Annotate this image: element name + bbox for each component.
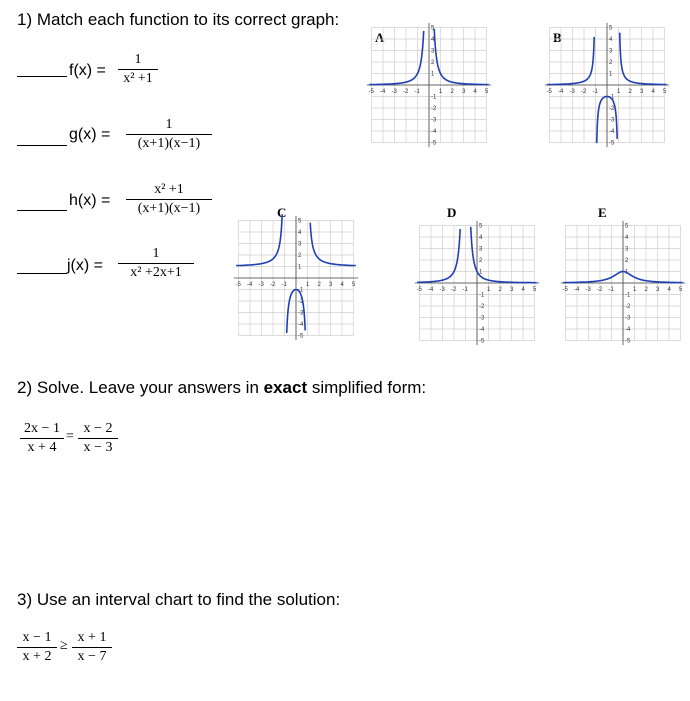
x-tick-label: -2 [597,287,603,293]
x-tick-label: 4 [473,89,477,95]
y-tick-label: 3 [298,241,302,248]
y-tick-label: -3 [609,117,615,124]
x-tick-label: -4 [380,89,386,95]
y-tick-label: -4 [431,129,437,135]
function-fraction-f [118,52,158,87]
denominator: x − 7 [77,649,107,664]
x-tick-label: 1 [306,282,310,288]
y-tick-label: 1 [609,71,613,78]
y-tick-label: -5 [431,140,437,147]
x-tick-label: 1 [633,287,637,293]
graph-e [560,218,686,348]
fraction-bar [78,438,118,439]
x-tick-label: 1 [487,287,491,293]
q3-relation: ≥ [60,638,68,653]
y-tick-label: -5 [298,333,304,340]
y-tick-label: -3 [479,315,485,322]
y-tick-label: -2 [609,106,615,112]
y-tick-label: 1 [625,269,629,276]
x-tick-label: 2 [628,89,632,95]
x-tick-label: 3 [656,287,660,293]
y-tick-label: 2 [479,258,483,264]
x-tick-label: 2 [450,89,454,95]
denominator: x² +1 [123,71,153,86]
x-tick-label: 3 [640,89,644,95]
numerator: x − 2 [83,421,113,436]
fraction-bar [118,263,194,264]
y-tick-label: -2 [431,106,437,112]
y-tick-label: -2 [625,304,631,310]
x-tick-label: -5 [416,287,422,293]
x-tick-label: -5 [546,89,552,95]
y-tick-label: -3 [298,310,304,317]
x-tick-label: -5 [235,282,241,288]
x-tick-label: 5 [679,287,683,293]
question-2-title-bold: exact [263,378,308,397]
y-tick-label: -1 [479,292,485,299]
x-tick-label: -2 [270,282,276,288]
y-tick-label: 2 [625,258,629,264]
y-tick-label: -4 [625,327,631,333]
x-tick-label: -1 [462,287,468,293]
question-3-title: 3) Use an interval chart to find the solution: [17,590,341,609]
y-tick-label: 2 [431,60,435,66]
x-tick-label: 3 [462,89,466,95]
question-1-title: 1) Match each function to its correct graph: [17,10,340,29]
x-tick-label: -2 [581,89,587,95]
function-label-g: g(x) = [69,126,111,143]
denominator: x² +2x+1 [130,265,182,280]
x-tick-label: -5 [562,287,568,293]
numerator: x − 1 [22,630,52,645]
q2-right-fraction [78,421,118,456]
x-tick-label: -4 [558,89,564,95]
graph-d [414,218,540,348]
function-label-h: h(x) = [69,192,111,209]
function-fraction-j [118,246,194,281]
q3-left-fraction [17,630,57,665]
x-tick-label: 4 [340,282,344,288]
y-tick-label: 3 [431,48,435,55]
y-tick-label: 4 [625,235,629,241]
y-tick-label: -2 [298,299,304,305]
answer-blank-f[interactable] [17,76,67,77]
y-tick-label: -3 [625,315,631,322]
answer-blank-h[interactable] [17,210,67,211]
fraction-bar [126,134,212,135]
q2-left-fraction [20,421,64,456]
x-tick-label: -4 [428,287,434,293]
y-tick-label: -1 [298,287,304,294]
x-tick-label: 5 [352,282,356,288]
x-tick-label: -3 [258,282,264,288]
x-tick-label: 1 [617,89,621,95]
x-tick-label: 1 [439,89,443,95]
y-tick-label: 5 [479,223,483,230]
denominator: x − 3 [83,440,113,455]
y-tick-label: -1 [625,292,631,299]
x-tick-label: -2 [451,287,457,293]
function-fraction-h [126,182,212,217]
numerator: x² +1 [154,182,184,197]
graph-label-e: E [598,205,607,220]
y-tick-label: -1 [609,94,615,101]
x-tick-label: 3 [329,282,333,288]
question-2-title-pre: 2) Solve. Leave your answers in [17,378,264,397]
y-tick-label: 5 [431,25,435,32]
y-tick-label: -5 [479,338,485,345]
denominator: x + 4 [27,440,57,455]
y-tick-label: 2 [298,253,302,259]
x-tick-label: -4 [247,282,253,288]
y-tick-label: -5 [609,140,615,147]
y-tick-label: 1 [298,264,302,271]
graph-a [366,20,492,150]
numerator: 1 [165,117,173,132]
y-tick-label: 1 [431,71,435,78]
x-tick-label: -5 [368,89,374,95]
y-tick-label: 3 [625,246,629,253]
x-tick-label: 5 [533,287,537,293]
denominator: (x+1)(x−1) [137,136,201,151]
q3-right-fraction [72,630,112,665]
fraction-bar [118,69,158,70]
answer-blank-j[interactable] [17,273,67,274]
y-tick-label: 3 [609,48,613,55]
y-tick-label: -1 [431,94,437,101]
denominator: (x+1)(x−1) [137,201,201,216]
y-tick-label: 5 [298,218,302,225]
graph-b [544,20,670,150]
y-tick-label: 2 [609,60,613,66]
x-tick-label: 2 [317,282,321,288]
y-tick-label: 4 [431,37,435,43]
q2-relation: = [66,429,74,444]
y-tick-label: 4 [609,37,613,43]
x-tick-label: -2 [403,89,409,95]
graph-label-b: B [553,30,562,45]
x-tick-label: -3 [391,89,397,95]
y-tick-label: 5 [609,25,613,32]
fraction-bar [17,647,57,648]
numerator: 2x − 1 [24,421,60,436]
y-tick-label: 5 [625,223,629,230]
x-tick-label: -1 [281,282,287,288]
function-label-f: f(x) = [69,62,106,79]
function-fraction-g [126,117,212,152]
x-tick-label: 4 [651,89,655,95]
x-tick-label: 5 [663,89,667,95]
y-tick-label: 4 [298,230,302,236]
numerator: x + 1 [77,630,107,645]
y-tick-label: 1 [479,269,483,276]
x-tick-label: -1 [414,89,420,95]
fraction-bar [72,647,112,648]
x-tick-label: -3 [585,287,591,293]
y-tick-label: 4 [479,235,483,241]
y-tick-label: -2 [479,304,485,310]
question-2-title [17,378,426,398]
x-tick-label: -3 [569,89,575,95]
y-tick-label: -4 [298,322,304,328]
x-tick-label: 2 [498,287,502,293]
y-tick-label: -5 [625,338,631,345]
x-tick-label: 4 [521,287,525,293]
x-tick-label: -4 [574,287,580,293]
answer-blank-g[interactable] [17,145,67,146]
denominator: x + 2 [22,649,52,664]
fraction-bar [126,199,212,200]
x-tick-label: -1 [608,287,614,293]
y-tick-label: -4 [479,327,485,333]
x-tick-label: 3 [510,287,514,293]
graph-label-d: D [447,205,457,220]
x-tick-label: -1 [592,89,598,95]
numerator: 1 [134,52,142,67]
y-tick-label: 3 [479,246,483,253]
function-label-j: j(x) = [67,257,103,274]
x-tick-label: 5 [485,89,489,95]
x-tick-label: -3 [439,287,445,293]
y-tick-label: -4 [609,129,615,135]
x-tick-label: 4 [667,287,671,293]
fraction-bar [20,438,64,439]
numerator: 1 [152,246,160,261]
graph-c [233,213,359,343]
y-tick-label: -3 [431,117,437,124]
x-tick-label: 2 [644,287,648,293]
graph-label-a: A [375,30,385,45]
question-2-title-post: simplified form: [307,378,427,397]
graph-label-c: C [277,205,287,220]
